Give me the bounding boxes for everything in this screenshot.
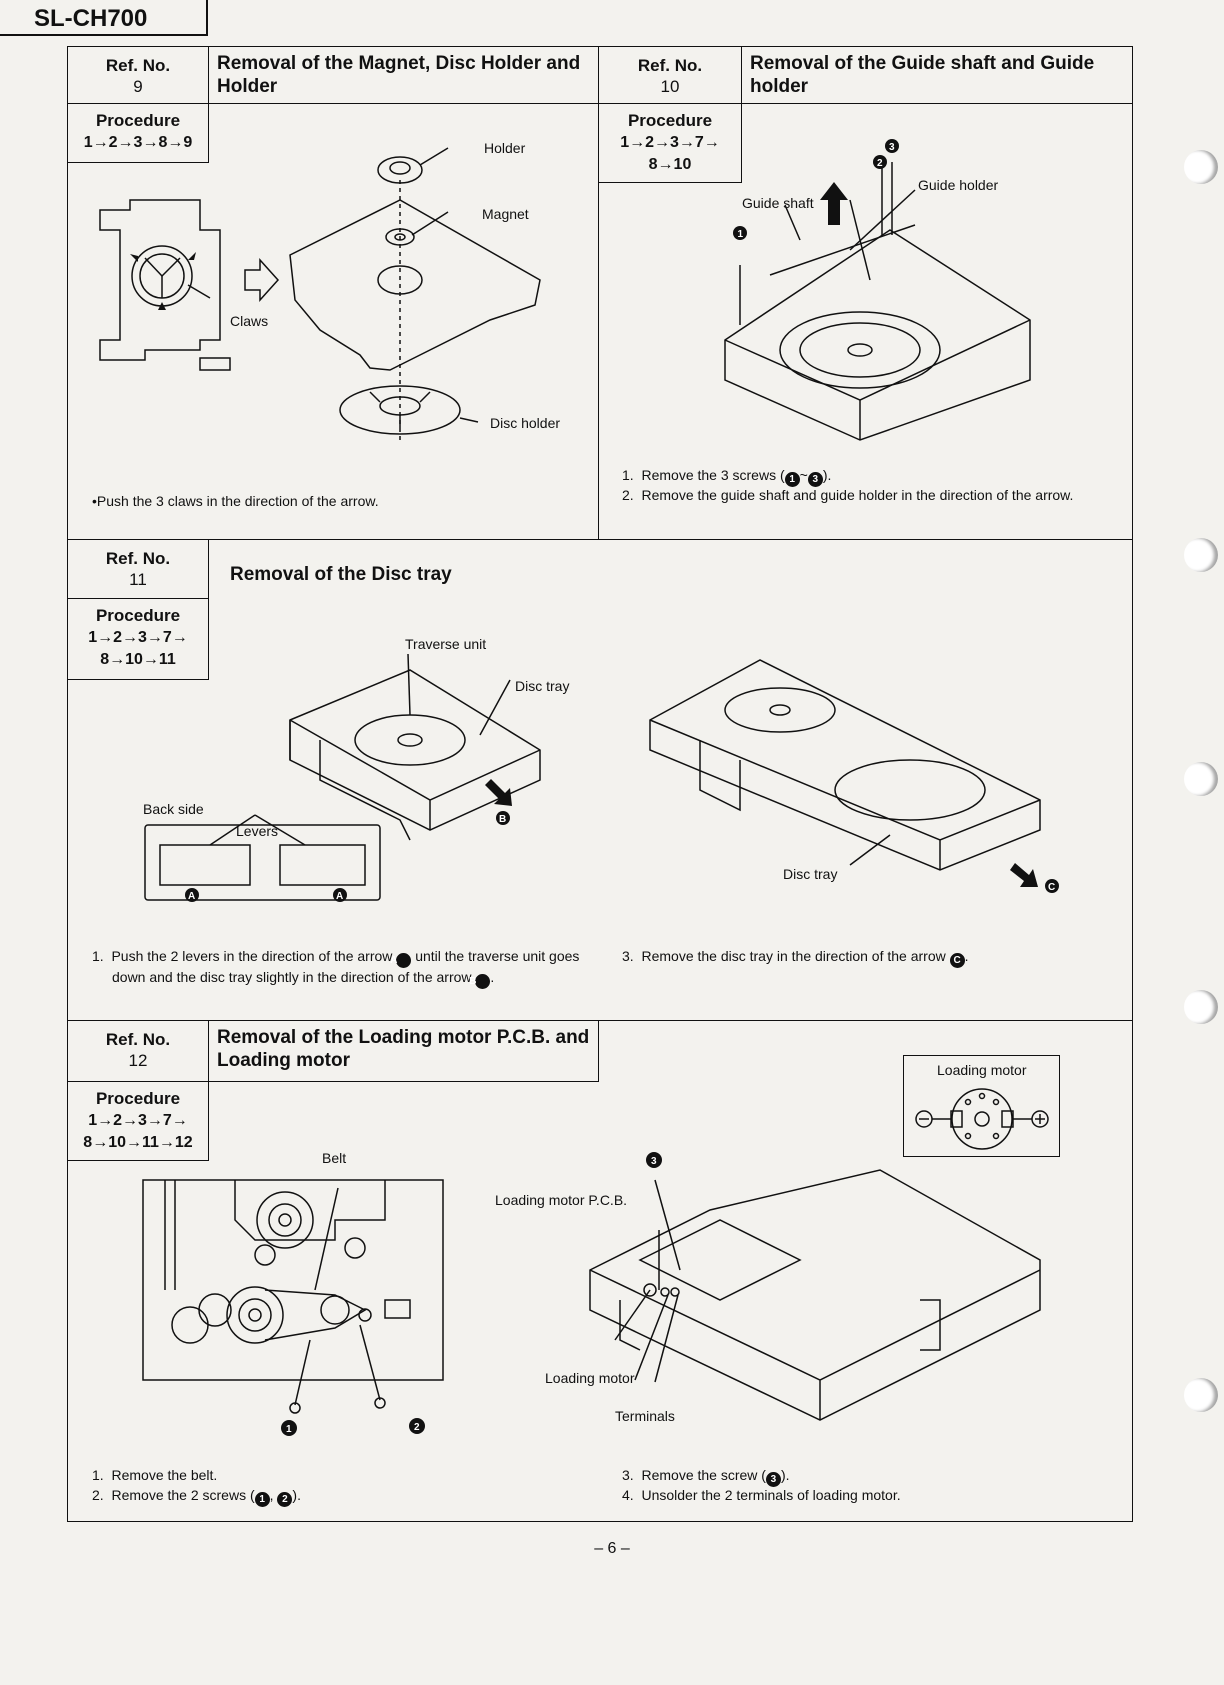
procedure-10: Procedure 1→2→3→7→ 8→10 <box>598 103 742 183</box>
screw-3-symbol: 3 <box>766 1472 781 1487</box>
procedure-12: Procedure 1→2→3→7→ 8→10→11→12 <box>67 1081 209 1161</box>
step-11-1: 1. Push the 2 levers in the direction of the arrow A until the traverse unit goes down and the disc tray slightly in the direction of the arrow B . <box>92 948 580 987</box>
step-12-2: 2. Remove the 2 screws ( 1 , 2 ). <box>92 1487 301 1505</box>
claws-label: Claws <box>230 313 269 329</box>
model-header: SL-CH700 <box>0 0 208 36</box>
screw-1-symbol: 1 <box>255 1492 270 1507</box>
svg-text:1: 1 <box>286 1424 292 1435</box>
step-12-1: 1. Remove the belt. <box>92 1467 218 1483</box>
binder-hole <box>1184 762 1218 796</box>
ref-no-9: Ref. No. 9 <box>67 46 209 104</box>
guide-holder-label: Guide holder <box>918 177 999 193</box>
svg-text:1: 1 <box>737 229 744 240</box>
disc-holder-label: Disc holder <box>490 415 561 431</box>
screw-3-symbol: 3 <box>808 472 823 487</box>
procedure-11: Procedure 1→2→3→7→ 8→10→11 <box>67 598 209 680</box>
section-title-10: Removal of the Guide shaft and Guide holder <box>741 46 1133 104</box>
belt-diagram <box>135 1160 475 1435</box>
terminals-label: Terminals <box>615 1408 675 1424</box>
procedure-9: Procedure 1→2→3→8→9 <box>67 103 209 163</box>
step-10-2: 2. Remove the guide shaft and guide holder in the direction of the arrow. <box>622 487 1074 503</box>
svg-text:B: B <box>499 814 507 825</box>
loading-motor-diagram <box>580 1150 1040 1430</box>
disc-tray-label-right: Disc tray <box>783 866 838 882</box>
section-title-9: Removal of the Magnet, Disc Holder and Holder <box>208 46 599 104</box>
disc-tray-diagram-right <box>640 620 1060 900</box>
guide-shaft-label: Guide shaft <box>742 195 814 211</box>
section-title-11: Removal of the Disc tray <box>230 564 452 585</box>
binder-hole <box>1184 538 1218 572</box>
section-title-12: Removal of the Loading motor P.C.B. and Loading motor <box>208 1020 599 1082</box>
loading-motor-label: Loading motor <box>545 1370 635 1386</box>
binder-hole <box>1184 990 1218 1024</box>
ref-no-12: Ref. No. 12 <box>67 1020 209 1082</box>
svg-text:2: 2 <box>414 1422 420 1433</box>
guide-shaft-diagram <box>710 140 1050 460</box>
belt-label: Belt <box>322 1150 347 1166</box>
binder-hole <box>1184 150 1218 184</box>
step-10-1: 1. Remove the 3 screws ( 1 ~ 3 ). <box>622 467 832 485</box>
loading-motor-inset: Loading motor <box>903 1055 1060 1157</box>
levers-label: Levers <box>236 823 279 839</box>
step-12-4: 4. Unsolder the 2 terminals of loading motor. <box>622 1487 901 1503</box>
svg-text:A: A <box>188 891 196 902</box>
binder-hole <box>1184 1378 1218 1412</box>
disc-tray-diagram-left <box>140 640 560 910</box>
svg-text:3: 3 <box>889 142 895 153</box>
arrow-b-symbol: B <box>475 974 490 989</box>
svg-text:2: 2 <box>877 158 883 169</box>
step-12-3: 3. Remove the screw ( 3 ). <box>622 1467 790 1485</box>
ref-no-10: Ref. No. 10 <box>598 46 742 104</box>
arrow-a-symbol: A <box>396 953 411 968</box>
note-9: •Push the 3 claws in the direction of the arrow. <box>92 493 379 509</box>
back-side-label: Back side <box>143 801 204 817</box>
magnet-label: Magnet <box>482 206 529 222</box>
traverse-unit-label: Traverse unit <box>405 636 487 652</box>
ref-no-11: Ref. No. 11 <box>67 539 209 599</box>
svg-text:3: 3 <box>651 1156 657 1167</box>
page-number: – 6 – <box>594 1540 630 1557</box>
loading-motor-pcb-label: Loading motor P.C.B. <box>495 1192 628 1208</box>
screw-1-symbol: 1 <box>785 472 800 487</box>
svg-text:A: A <box>336 891 344 902</box>
screw-2-symbol: 2 <box>277 1492 292 1507</box>
holder-label: Holder <box>484 140 526 156</box>
arrow-c-symbol: C <box>950 953 965 968</box>
step-11-3: 3. Remove the disc tray in the direction of the arrow C . <box>622 948 969 966</box>
svg-text:C: C <box>1048 882 1056 893</box>
disc-tray-label: Disc tray <box>515 678 570 694</box>
